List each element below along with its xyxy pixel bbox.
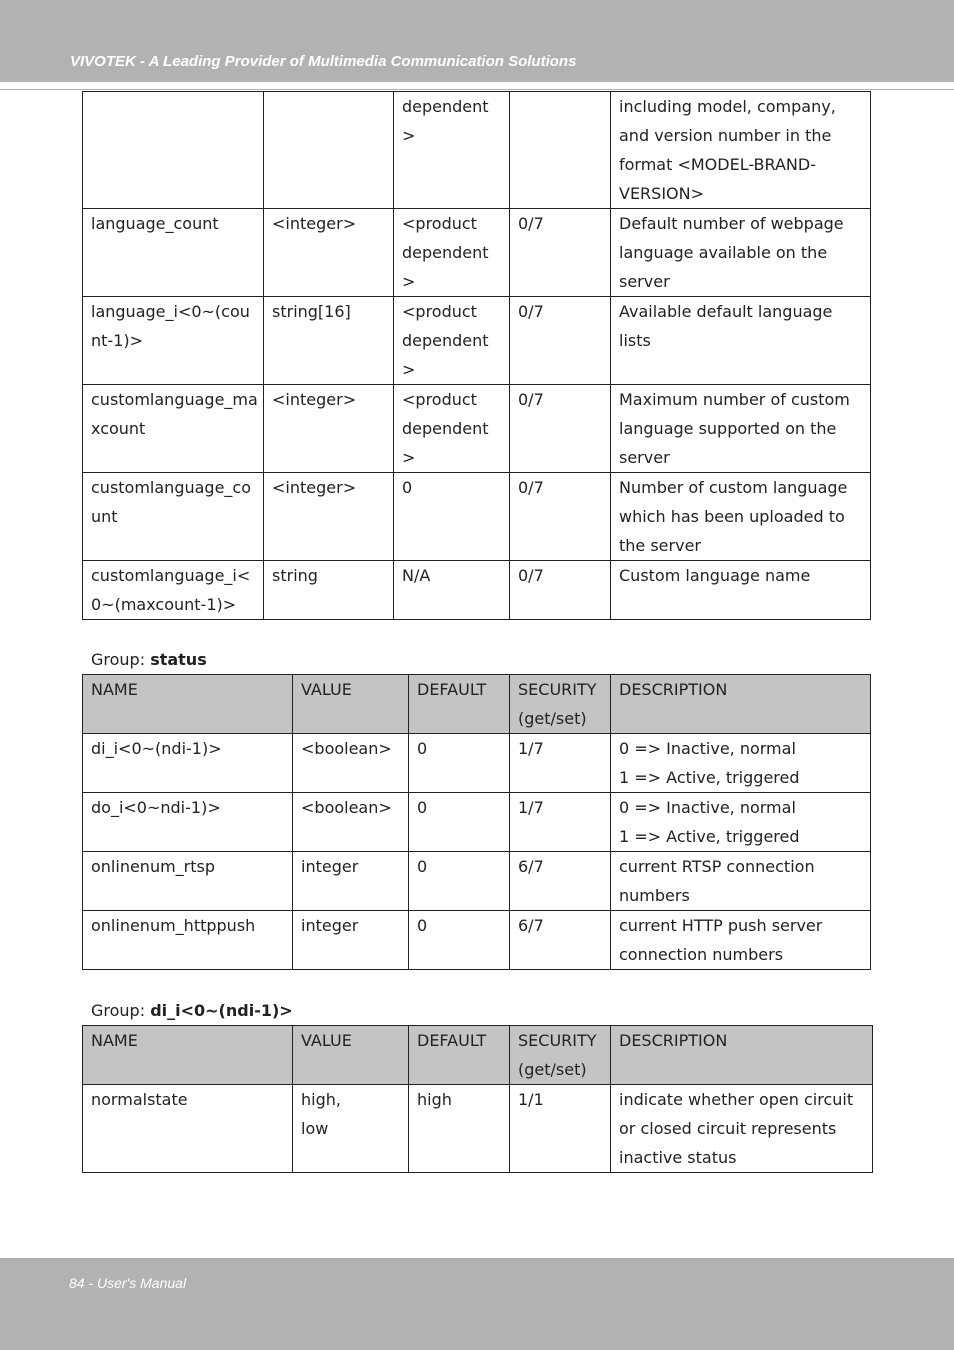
cell-description: current HTTP push server connection numbers bbox=[611, 911, 871, 970]
cell-name: onlinenum_httppush bbox=[83, 911, 293, 970]
cell-description: Custom language name bbox=[611, 561, 871, 620]
table-header-row bbox=[83, 675, 871, 734]
group-label-status bbox=[91, 650, 207, 670]
cell-value: integer bbox=[293, 911, 409, 970]
cell-default: 0 bbox=[409, 911, 510, 970]
cell-security: 0/7 bbox=[510, 385, 611, 473]
table-row bbox=[83, 561, 871, 620]
cell-name: language_i<0~(count-1)> bbox=[83, 297, 264, 385]
cell-value: <boolean> bbox=[293, 793, 409, 852]
page-number-label: 84 - User's Manual bbox=[69, 1275, 187, 1291]
cell-value: <boolean> bbox=[293, 734, 409, 793]
header-value: VALUE bbox=[293, 675, 409, 734]
cell-security bbox=[510, 92, 611, 209]
cell-description: current RTSP connection numbers bbox=[611, 852, 871, 911]
cell-description: indicate whether open circuit or closed circuit represents inactive status bbox=[611, 1085, 873, 1173]
header-name: NAME bbox=[83, 1026, 293, 1085]
cell-value: high, low bbox=[293, 1085, 409, 1173]
cell-description: Default number of webpage language available on the server bbox=[611, 209, 871, 297]
table-header-row bbox=[83, 1026, 873, 1085]
header-description: DESCRIPTION bbox=[611, 675, 871, 734]
cell-value: <integer> bbox=[264, 473, 394, 561]
cell-security: 6/7 bbox=[510, 852, 611, 911]
cell-default: high bbox=[409, 1085, 510, 1173]
status-table bbox=[82, 674, 871, 970]
table-row bbox=[83, 473, 871, 561]
cell-description: 0 => Inactive, normal 1 => Active, triggered bbox=[611, 793, 871, 852]
cell-name: do_i<0~ndi-1)> bbox=[83, 793, 293, 852]
header-security: SECURITY (get/set) bbox=[510, 675, 611, 734]
cell-security: 0/7 bbox=[510, 209, 611, 297]
cell-default: <product dependent > bbox=[394, 297, 510, 385]
cell-name: onlinenum_rtsp bbox=[83, 852, 293, 911]
cell-default: 0 bbox=[409, 734, 510, 793]
cell-description: including model, company, and version number in the format <MODEL-BRAND-VERSION> bbox=[611, 92, 871, 209]
header-title: VIVOTEK - A Leading Provider of Multimedia Communication Solutions bbox=[70, 53, 577, 70]
cell-default: N/A bbox=[394, 561, 510, 620]
table-row bbox=[83, 209, 871, 297]
cell-default: dependent > bbox=[394, 92, 510, 209]
cell-name: di_i<0~(ndi-1)> bbox=[83, 734, 293, 793]
table-row bbox=[83, 297, 871, 385]
cell-security: 6/7 bbox=[510, 911, 611, 970]
cell-description: Maximum number of custom language supported on the server bbox=[611, 385, 871, 473]
cell-name bbox=[83, 92, 264, 209]
group-prefix: Group: bbox=[91, 1001, 151, 1020]
header-security: SECURITY (get/set) bbox=[510, 1026, 611, 1085]
cell-default: <product dependent > bbox=[394, 209, 510, 297]
group-name: di_i<0~(ndi-1)> bbox=[150, 1001, 293, 1020]
table-row bbox=[83, 852, 871, 911]
header-value: VALUE bbox=[293, 1026, 409, 1085]
table-row bbox=[83, 92, 871, 209]
cell-description: Number of custom language which has been uploaded to the server bbox=[611, 473, 871, 561]
cell-value: string bbox=[264, 561, 394, 620]
group-label-di bbox=[91, 1001, 293, 1021]
group-prefix: Group: bbox=[91, 650, 151, 669]
cell-value: string[16] bbox=[264, 297, 394, 385]
cell-default: 0 bbox=[394, 473, 510, 561]
cell-default: <product dependent > bbox=[394, 385, 510, 473]
cell-default: 0 bbox=[409, 852, 510, 911]
cell-security: 0/7 bbox=[510, 561, 611, 620]
table-row bbox=[83, 385, 871, 473]
header-default: DEFAULT bbox=[409, 1026, 510, 1085]
table-row bbox=[83, 1085, 873, 1173]
table-row bbox=[83, 793, 871, 852]
table-row bbox=[83, 911, 871, 970]
header-name: NAME bbox=[83, 675, 293, 734]
page-footer bbox=[0, 1258, 954, 1350]
di-table bbox=[82, 1025, 873, 1173]
cell-security: 1/7 bbox=[510, 793, 611, 852]
cell-name: normalstate bbox=[83, 1085, 293, 1173]
cell-name: language_count bbox=[83, 209, 264, 297]
parameter-table-continued bbox=[82, 91, 871, 620]
cell-name: customlanguage_maxcount bbox=[83, 385, 264, 473]
page-header bbox=[0, 0, 954, 82]
group-name: status bbox=[150, 650, 207, 669]
table-row bbox=[83, 734, 871, 793]
cell-value: <integer> bbox=[264, 385, 394, 473]
header-description: DESCRIPTION bbox=[611, 1026, 873, 1085]
cell-description: 0 => Inactive, normal 1 => Active, triggered bbox=[611, 734, 871, 793]
cell-name: customlanguage_count bbox=[83, 473, 264, 561]
cell-default: 0 bbox=[409, 793, 510, 852]
cell-security: 0/7 bbox=[510, 297, 611, 385]
cell-security: 1/1 bbox=[510, 1085, 611, 1173]
cell-value: <integer> bbox=[264, 209, 394, 297]
header-rule bbox=[0, 89, 954, 90]
cell-value bbox=[264, 92, 394, 209]
cell-security: 1/7 bbox=[510, 734, 611, 793]
cell-name: customlanguage_i<0~(maxcount-1)> bbox=[83, 561, 264, 620]
cell-description: Available default language lists bbox=[611, 297, 871, 385]
cell-security: 0/7 bbox=[510, 473, 611, 561]
header-default: DEFAULT bbox=[409, 675, 510, 734]
cell-value: integer bbox=[293, 852, 409, 911]
